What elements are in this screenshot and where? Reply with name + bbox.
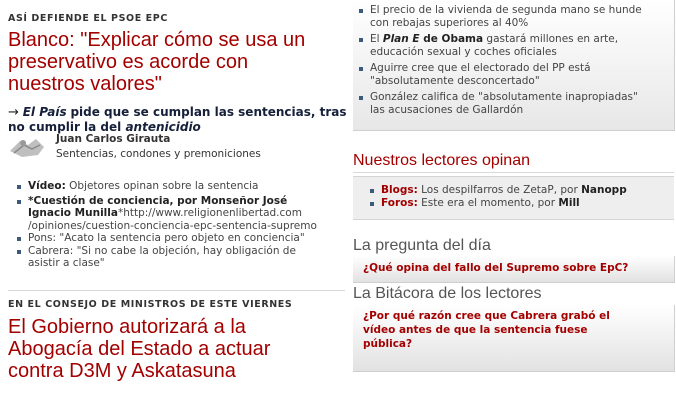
bitacora-title[interactable]: La Bitácora de los lectores: [353, 285, 542, 302]
list-item[interactable]: [356, 91, 674, 117]
list-item[interactable]: [356, 4, 674, 30]
author-name: Juan Carlos Girauta: [56, 133, 171, 145]
story1-headline-line: Blanco: "Explicar cómo se usa un: [8, 29, 306, 51]
item-text: gastará millones en arte,: [483, 33, 619, 45]
divider: [8, 290, 345, 291]
list-item[interactable]: [14, 180, 344, 193]
story1-headline-line: nuestros valores": [8, 73, 162, 95]
list-item[interactable]: [14, 245, 344, 270]
list-item[interactable]: [14, 232, 344, 245]
item-author: Mill: [558, 196, 580, 209]
item-text: Aguirre cree que el electorado del PP está: [370, 62, 591, 74]
item-text: El: [370, 33, 383, 45]
question-line: ¿Por qué razón cree que Cabrera grabó el: [363, 310, 610, 322]
pregunta-question[interactable]: ¿Qué opina del fallo del Supremo sobre EpC?: [363, 262, 629, 274]
item-text: con rebajas superiores al 40%: [370, 17, 529, 29]
story2-kicker: EN EL CONSEJO DE MINISTROS DE ESTE VIERNES: [8, 299, 293, 310]
story2-headline-line: El Gobierno autorizará a la: [8, 316, 246, 338]
story1-kicker: ASÍ DEFIENDE EL PSOE EPC: [8, 13, 168, 24]
arrow-icon: →: [8, 105, 19, 120]
lectores-title[interactable]: Nuestros lectores opinan: [353, 152, 530, 169]
bitacora-box: [353, 305, 675, 372]
story1-headline-line: preservativo es acorde con: [8, 51, 249, 73]
bullet-text: Objetores opinan sobre la sentencia: [65, 180, 259, 192]
headlines-list: [356, 4, 674, 120]
headlines-box: [353, 0, 675, 131]
story1-bullet-list: [14, 180, 344, 270]
bitacora-question[interactable]: [363, 309, 610, 351]
bullet-text: asistir a clase": [28, 257, 105, 269]
bullet-text: Pons: "Acato la sentencia pero objeto en conciencia": [28, 232, 305, 244]
item-label: Foros:: [381, 196, 418, 209]
story2-headline-line: Abogacía del Estado a actuar: [8, 338, 271, 360]
author-subtitle: Sentencias, condones y premoniciones: [56, 148, 261, 160]
pregunta-box: [353, 256, 675, 283]
lectores-box: [353, 176, 674, 220]
list-item[interactable]: [356, 33, 674, 59]
author-portrait-icon: [8, 133, 46, 159]
question-line: pública?: [363, 338, 413, 350]
bullet-label: Vídeo:: [28, 180, 66, 192]
lectores-list: [367, 184, 667, 209]
pregunta-title[interactable]: La pregunta del día: [353, 237, 491, 254]
list-item[interactable]: [14, 195, 344, 233]
item-text: educación sexual y coches oficiales: [370, 46, 557, 58]
item-text: Los despilfarros de ZetaP, por: [417, 184, 582, 196]
right-column: [353, 0, 676, 405]
item-text: El precio de la vivienda de segunda mano se hunde: [370, 4, 642, 16]
story2-headline[interactable]: [8, 316, 270, 382]
item-text: "absolutamente desconcertado": [370, 75, 540, 87]
divider: [353, 172, 674, 173]
item-text: González califica de "absolutamente inapropiadas": [370, 91, 638, 103]
related-source: El País: [22, 105, 67, 119]
bullet-text: Cabrera: "Si no cabe la objeción, hay obligación de: [28, 244, 296, 257]
bullet-text: *http://www.religionenlibertad.com: [117, 207, 302, 219]
bullet-label: *Cuestión de conciencia, por Monseñor José: [28, 194, 288, 207]
item-text: las acusaciones de Gallardón: [370, 104, 524, 116]
question-line: vídeo antes de que la sentencia fuese: [363, 324, 588, 336]
list-item[interactable]: [356, 62, 674, 88]
item-emphasis: Plan E: [382, 33, 420, 45]
author-block[interactable]: [8, 133, 261, 160]
list-item[interactable]: [367, 197, 667, 210]
related-link[interactable]: [8, 105, 348, 134]
bullet-text: /opiniones/cuestion-conciencia-epc-sentencia-supremo: [28, 219, 317, 232]
item-author: Nanopp: [581, 184, 627, 196]
story1-headline[interactable]: [8, 29, 305, 95]
related-text-1: pide que se cumplan las sentencias, tras: [70, 105, 347, 119]
story2-headline-line: contra D3M y Askatasuna: [8, 360, 236, 382]
related-text-2: no cumplir la del: [8, 120, 126, 134]
item-text: Este era el momento, por: [417, 196, 559, 209]
list-item[interactable]: [367, 184, 667, 197]
item-label: Blogs:: [381, 184, 418, 196]
item-emphasis: de Obama: [419, 33, 484, 45]
bullet-label: Ignacio Munilla: [28, 207, 118, 219]
related-italic: antenicidio: [125, 120, 201, 134]
